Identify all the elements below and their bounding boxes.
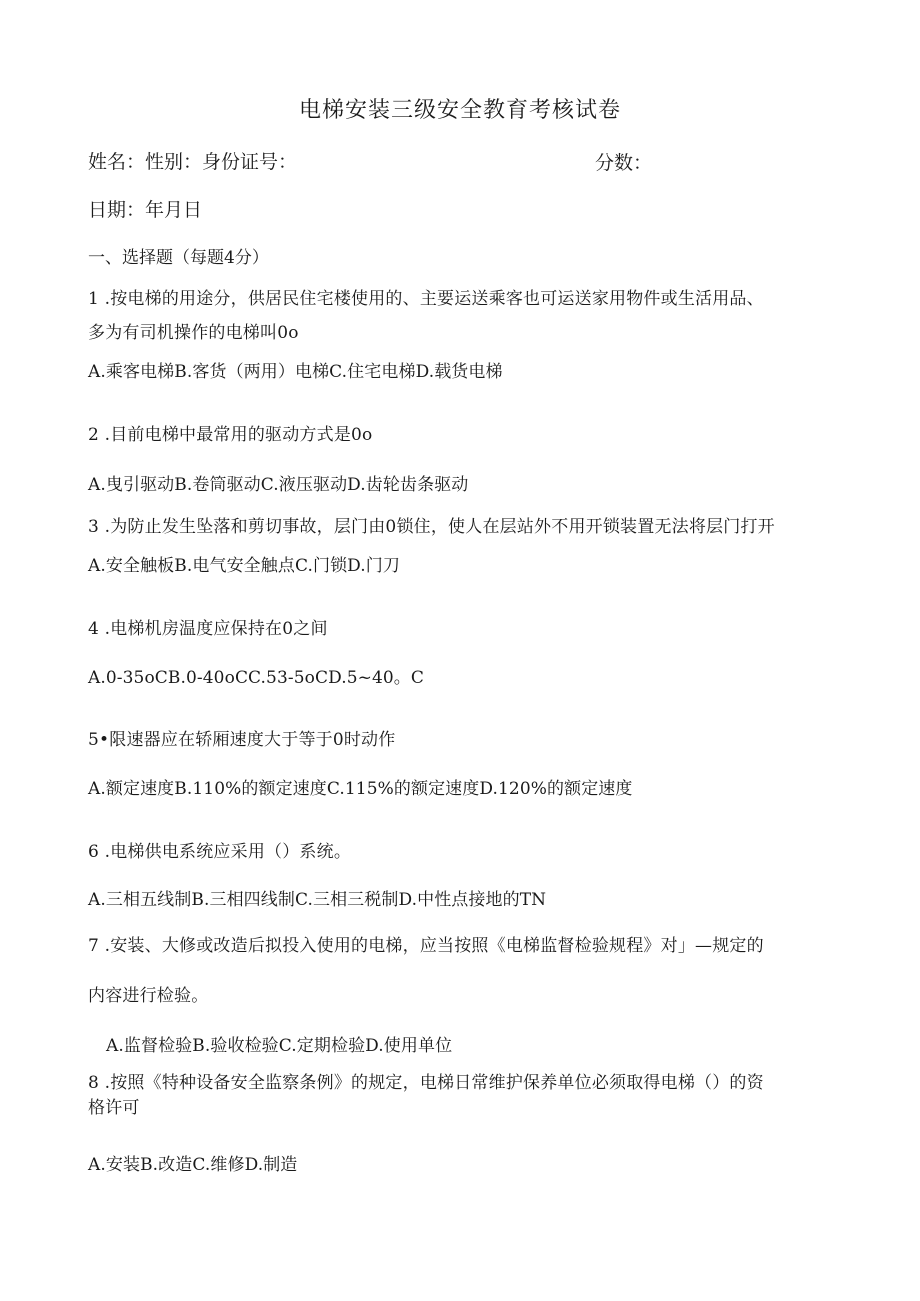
question-4-options: A.0-35oCB.0-40oCC.53-5oCD.5~40。C	[88, 668, 425, 688]
question-6-text: 6 .电梯供电系统应采用（）系统。	[88, 842, 352, 862]
question-1-text-line-2: 多为有司机操作的电梯叫0o	[88, 323, 299, 343]
question-7-text-line-2: 内容进行检验。	[88, 986, 209, 1006]
question-8-text-line-2: 格许可	[88, 1098, 140, 1118]
question-3-text: 3 .为防止发生坠落和剪切事故，层门由0锁住，使人在层站外不用开锁装置无法将层门打开	[88, 517, 775, 537]
question-4-text: 4 .电梯机房温度应保持在0之间	[88, 619, 328, 639]
question-1-text-line-1: 1 .按电梯的用途分，供居民住宅楼使用的、主要运送乘客也可运送家用物件或生活用品、	[88, 289, 764, 309]
question-8-options: A.安装B.改造C.维修D.制造	[88, 1155, 298, 1175]
question-1-options: A.乘客电梯B.客货（两用）电梯C.住宅电梯D.载货电梯	[88, 362, 503, 382]
question-7-text-line-1: 7 .安装、大修或改造后拟投入使用的电梯，应当按照《电梯监督检验规程》对」—规定的	[88, 936, 764, 956]
question-6-options: A.三相五线制B.三相四线制C.三相三税制D.中性点接地的TN	[88, 890, 547, 910]
question-5-text: 5•限速器应在轿厢速度大于等于0时动作	[88, 730, 396, 750]
question-7-options: A.监督检验B.验收检验C.定期检验D.使用单位	[106, 1036, 453, 1056]
examinee-info-fields: 姓名：性别：身份证号：	[88, 151, 298, 173]
question-5-options: A.额定速度B.110%的额定速度C.115%的额定速度D.120%的额定速度	[88, 779, 633, 799]
exam-date-field: 日期：年月日	[88, 199, 203, 221]
question-8-text-line-1: 8 .按照《特种设备安全监察条例》的规定，电梯日常维护保养单位必须取得电梯（）的资	[88, 1073, 764, 1093]
question-2-text: 2 .目前电梯中最常用的驱动方式是0o	[88, 425, 373, 445]
section-heading: 一、选择题（每题4分）	[88, 248, 269, 268]
question-3-options: A.安全触板B.电气安全触点C.门锁D.门刀	[88, 556, 401, 576]
score-field: 分数：	[595, 152, 653, 174]
question-2-options: A.曳引驱动B.卷筒驱动C.液压驱动D.齿轮齿条驱动	[88, 475, 469, 495]
page-title: 电梯安装三级安全教育考核试卷	[298, 98, 621, 123]
